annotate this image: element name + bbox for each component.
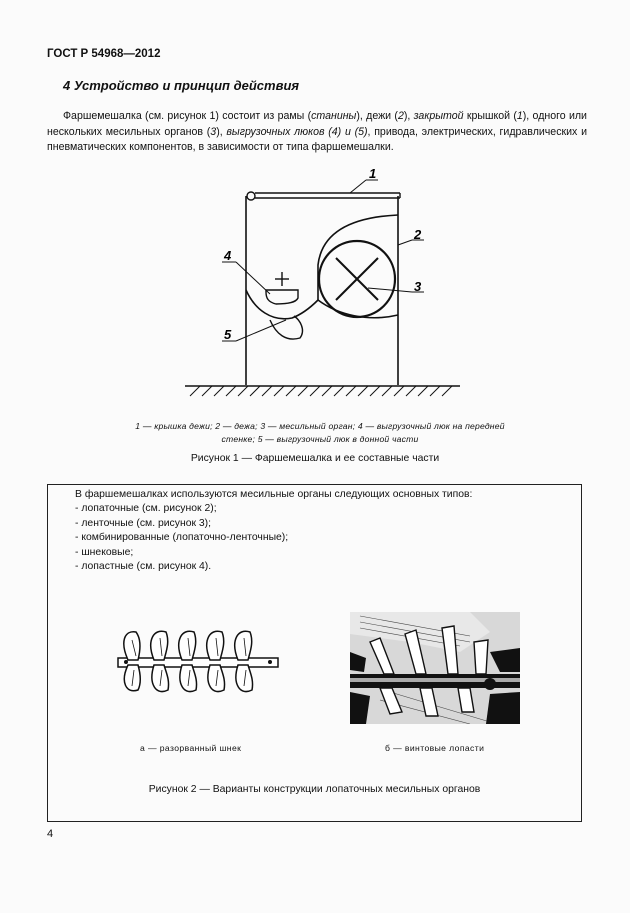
figure1-legend: 1 — крышка дежи; 2 — дежа; 3 — месильный орган; 4 — выгрузочный люк на передней стенке; 5 — выгрузочный люк в донной части <box>135 421 505 444</box>
page-number: 4 <box>47 828 54 840</box>
intro-paragraph: Фаршемешалка (см. рисунок 1) состоит из рамы (станины), дежи (2), закрытой крышкой (1), одного или нескольких месильных органов (3), выгрузочных люков (4) и (5), привода, электрических, гидравлических и пневматических компонентов, в зависимости от типа фаршемешалки. <box>47 110 588 153</box>
figure2-caption: Рисунок 2 — Варианты конструкции лопаточных месильных органов <box>148 784 481 795</box>
list-item: - ленточные (см. рисунок 3); <box>75 517 212 529</box>
document-code: ГОСТ Р 54968—2012 <box>47 48 161 60</box>
list-item: - шнековые; <box>75 546 134 558</box>
mixer-diagram <box>0 160 630 400</box>
list-item: - лопастные (см. рисунок 4). <box>75 561 212 572</box>
organ-types-list <box>75 502 288 575</box>
box-intro-text: В фаршемешалках используются месильные органы следующих основных типов: <box>75 489 473 500</box>
section-heading: 4 Устройство и принцип действия <box>63 78 300 93</box>
figure1-caption: Рисунок 1 — Фаршемешалка и ее составные части <box>190 453 440 464</box>
figure1-label-2: 2 <box>414 227 422 242</box>
figure1-label-5: 5 <box>224 327 232 342</box>
figure1-label-3: 3 <box>414 279 422 294</box>
figure2a-label: а — разорванный шнек <box>140 743 242 753</box>
screw-blades-image <box>350 612 520 724</box>
list-item: - комбинированные (лопаточно-ленточные); <box>75 532 289 543</box>
figure1-label-1: 1 <box>369 166 377 181</box>
list-item: - лопаточные (см. рисунок 2); <box>75 503 217 514</box>
broken-auger-image <box>110 620 290 705</box>
figure1-label-4: 4 <box>224 248 232 263</box>
figure2b-label: б — винтовые лопасти <box>385 743 485 753</box>
